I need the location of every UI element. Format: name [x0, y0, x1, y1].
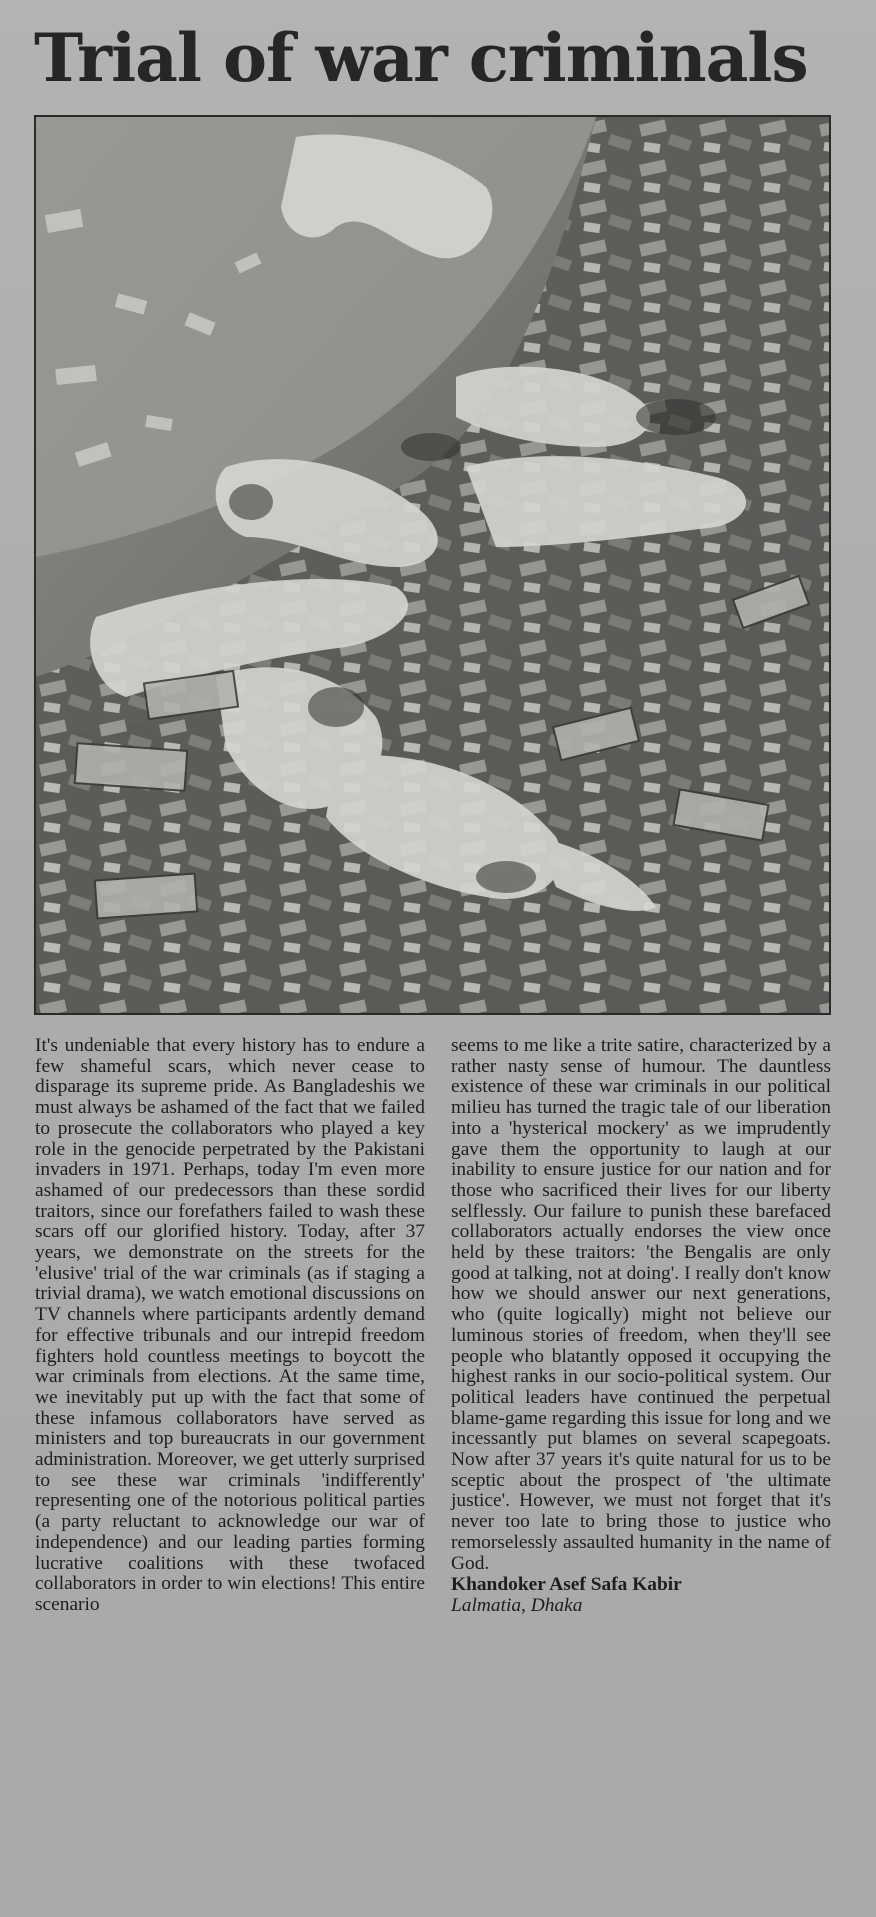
article-column-right-text: seems to me like a trite satire, characterized by a rather nasty sense of humour. The dauntless existence of these war criminals in our political milieu has turned the tragic tale of our liberation into a 'hysterical mockery' as we imprudently gave them the opportunity to laugh at our inability to ensure justice for our nation and for those who sacrificed their lives for our liberty selflessly. Our failure to punish these barefaced collaborators actually endorses the view once held by these traitors: 'the Bengalis are only good at talking, not at doing'. I really don't know how we should answer our next generations, who (quite logically) might not believe our luminous stories of freedom, when they'll see people who blatantly opposed it occupying the highest ranks in our socio-political system. Our political leaders have continued the perpetual blame-game regarding this issue for long and we incessantly put blames on several scapegoats. Now after 37 years it's quite natural for us to be sceptic about the prospect of 'the ultimate justice'. However, we must not forget that it's never too late to bring those to justice who remorselessly assaulted humanity in the name of God. [451, 1035, 831, 1574]
article-headline: Trial of war criminals [34, 19, 808, 97]
article-column-right [451, 1036, 831, 1617]
author-location: Lalmatia, Dhaka [451, 1594, 583, 1616]
article-photo [34, 115, 831, 1015]
author-name: Khandoker Asef Safa Kabir [451, 1574, 682, 1596]
article-column-left: It's undeniable that every history has to endure a few shameful scars, which never cease to disparage its supreme pride. As Bangladeshis we must always be ashamed of the fact that we failed to prosecute the collaborators who played a key role in the genocide perpetrated by the Pakistani invaders in 1971. Perhaps, today I'm even more ashamed of our predecessors than these sordid traitors, since our forefathers failed to wash these scars off our glorified history. Today, after 37 years, we demonstrate on the streets for the 'elusive' trial of the war criminals (as if staging a trivial drama), we watch emotional discussions on TV channels where participants ardently demand for effective tribunals and our intrepid freedom fighters hold countless meetings to boycott the war criminals from elections. At the same time, we inevitably put up with the fact that some of these infamous collaborators have served as ministers and top bureaucrats in our government administration. Moreover, we get utterly surprised to see these war criminals 'indifferently' representing one of the notorious political parties (a party reluctant to acknowledge our war of independence) and our leading parties forming lucrative coalitions with these twofaced collaborators in order to win elections! This entire scenario [35, 1035, 425, 1615]
photo-illustration [36, 117, 829, 1013]
